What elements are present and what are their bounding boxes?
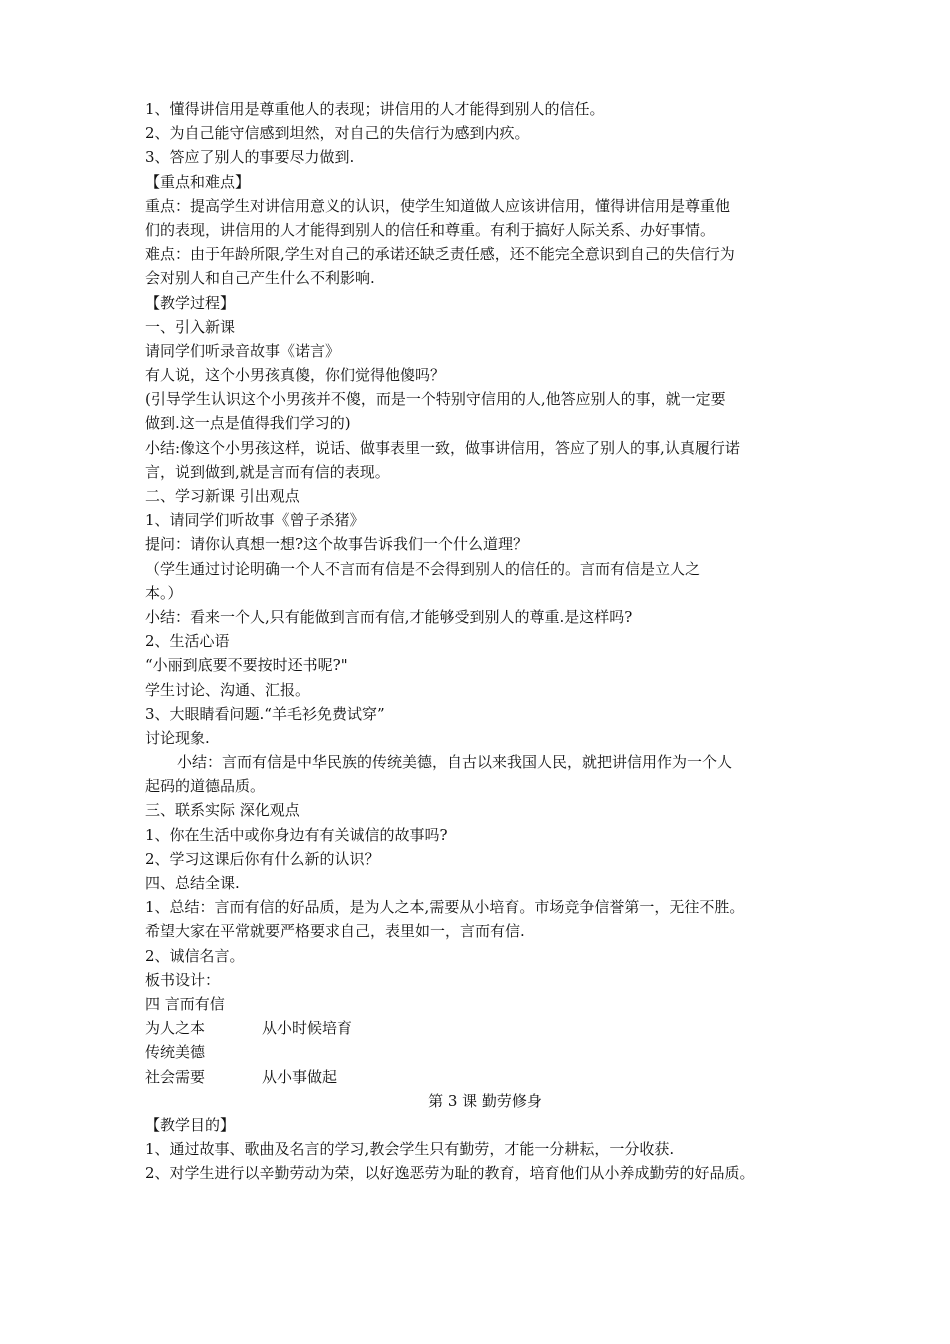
text-line: (引导学生认识这个小男孩并不傻，而是一个特别守信用的人,他答应别人的事，就一定要 [145,390,726,409]
text-line: 【教学目的】 [145,1115,236,1134]
board-row-right: 从小事做起 [262,1067,338,1086]
lesson-title: 第 3 课 勤劳修身 [428,1091,542,1110]
board-row-right: 从小时候培育 [262,1019,353,1038]
blackboard-design [145,1016,825,1089]
text-line: 1、总结：言而有信的好品质，是为人之本,需要从小培育。市场竞争信誉第一，无往不胜。 [145,898,745,917]
text-line: 希望大家在平常就要严格要求自己，表里如一，言而有信. [145,922,525,941]
board-row [145,1016,825,1040]
text-line: 起码的道德品质。 [145,777,266,796]
text-line: 学生讨论、沟通、汇报。 [145,680,311,699]
text-line: 2、学习这课后你有什么新的认识？ [145,849,380,868]
text-line: 本。） [145,583,183,602]
text-line: 3、大眼睛看问题.“羊毛衫免费试穿” [145,704,385,723]
text-line: 重点：提高学生对讲信用意义的认识，使学生知道做人应该讲信用，懂得讲信用是尊重他 [145,196,731,215]
text-line: 请同学们听录音故事《诺言》 [145,341,341,360]
text-line: 2、生活心语 [145,632,230,651]
text-line: 四 言而有信 [145,994,225,1013]
document-body [145,97,825,1185]
board-row [145,1065,825,1089]
text-line: （学生通过讨论明确一个人不言而有信是不会得到别人的信任的。言而有信是立人之 [145,559,701,578]
text-block-top [145,97,825,750]
board-row-left: 社会需要 [145,1067,206,1086]
text-line: 1、你在生活中或你身边有有关诚信的故事吗? [145,825,448,844]
summary-line: 小结：言而有信是中华民族的传统美德，自古以来我国人民，就把讲信用作为一个人 [177,753,733,772]
text-line: 提问：请你认真想一想?这个故事告诉我们一个什么道理？ [145,535,529,554]
text-block-bottom [145,1113,825,1186]
text-line: 们的表现，讲信用的人才能得到别人的信任和尊重。有利于搞好人际关系、办好事情。 [145,220,716,239]
text-line: 1、通过故事、歌曲及名言的学习,教会学生只有勤劳，才能一分耕耘，一分收获. [145,1140,675,1159]
text-line: “小丽到底要不要按时还书呢?" [145,656,348,675]
text-block-middle [145,774,825,1016]
text-line: 言，说到做到,就是言而有信的表现。 [145,462,390,481]
text-line: 2、对学生进行以辛勤劳动为荣，以好逸恶劳为耻的教育，培育他们从小养成勤劳的好品质。 [145,1164,755,1183]
text-line: 3、答应了别人的事要尽力做到. [145,148,355,167]
text-line: 三、联系实际 深化观点 [145,801,300,820]
text-line: 2、诚信名言。 [145,946,245,965]
text-line: 做到.这一点是值得我们学习的) [145,414,351,433]
text-line: 二、学习新课 引出观点 [145,487,300,505]
text-line: 小结:像这个小男孩这样，说话、做事表里一致，做事讲信用，答应了别人的事,认真履行诺 [145,438,740,457]
text-line: 【重点和难点】 [145,172,251,191]
board-row-left: 传统美德 [145,1043,206,1062]
text-line: 有人说，这个小男孩真傻，你们觉得他傻吗？ [145,366,446,385]
text-line: 1、请同学们听故事《曾子杀猪》 [145,511,365,530]
text-line: 2、为自己能守信感到坦然，对自己的失信行为感到内疚。 [145,124,530,143]
text-line: 一、引入新课 [145,317,236,336]
text-line: 【教学过程】 [145,293,236,312]
text-line: 难点：由于年龄所限,学生对自己的承诺还缺乏责任感，还不能完全意识到自己的失信行为 [145,245,735,264]
text-line: 会对别人和自己产生什么不利影响. [145,269,375,288]
text-line: 讨论现象. [145,728,210,747]
text-line: 1、懂得讲信用是尊重他人的表现；讲信用的人才能得到别人的信任。 [145,100,605,118]
text-line: 小结：看来一个人,只有能做到言而有信,才能够受到别人的尊重.是这样吗? [145,607,633,626]
text-line: 四、总结全课. [145,874,240,892]
board-row [145,1040,825,1064]
board-row-left: 为人之本 [145,1019,206,1038]
text-line: 板书设计： [145,970,221,989]
